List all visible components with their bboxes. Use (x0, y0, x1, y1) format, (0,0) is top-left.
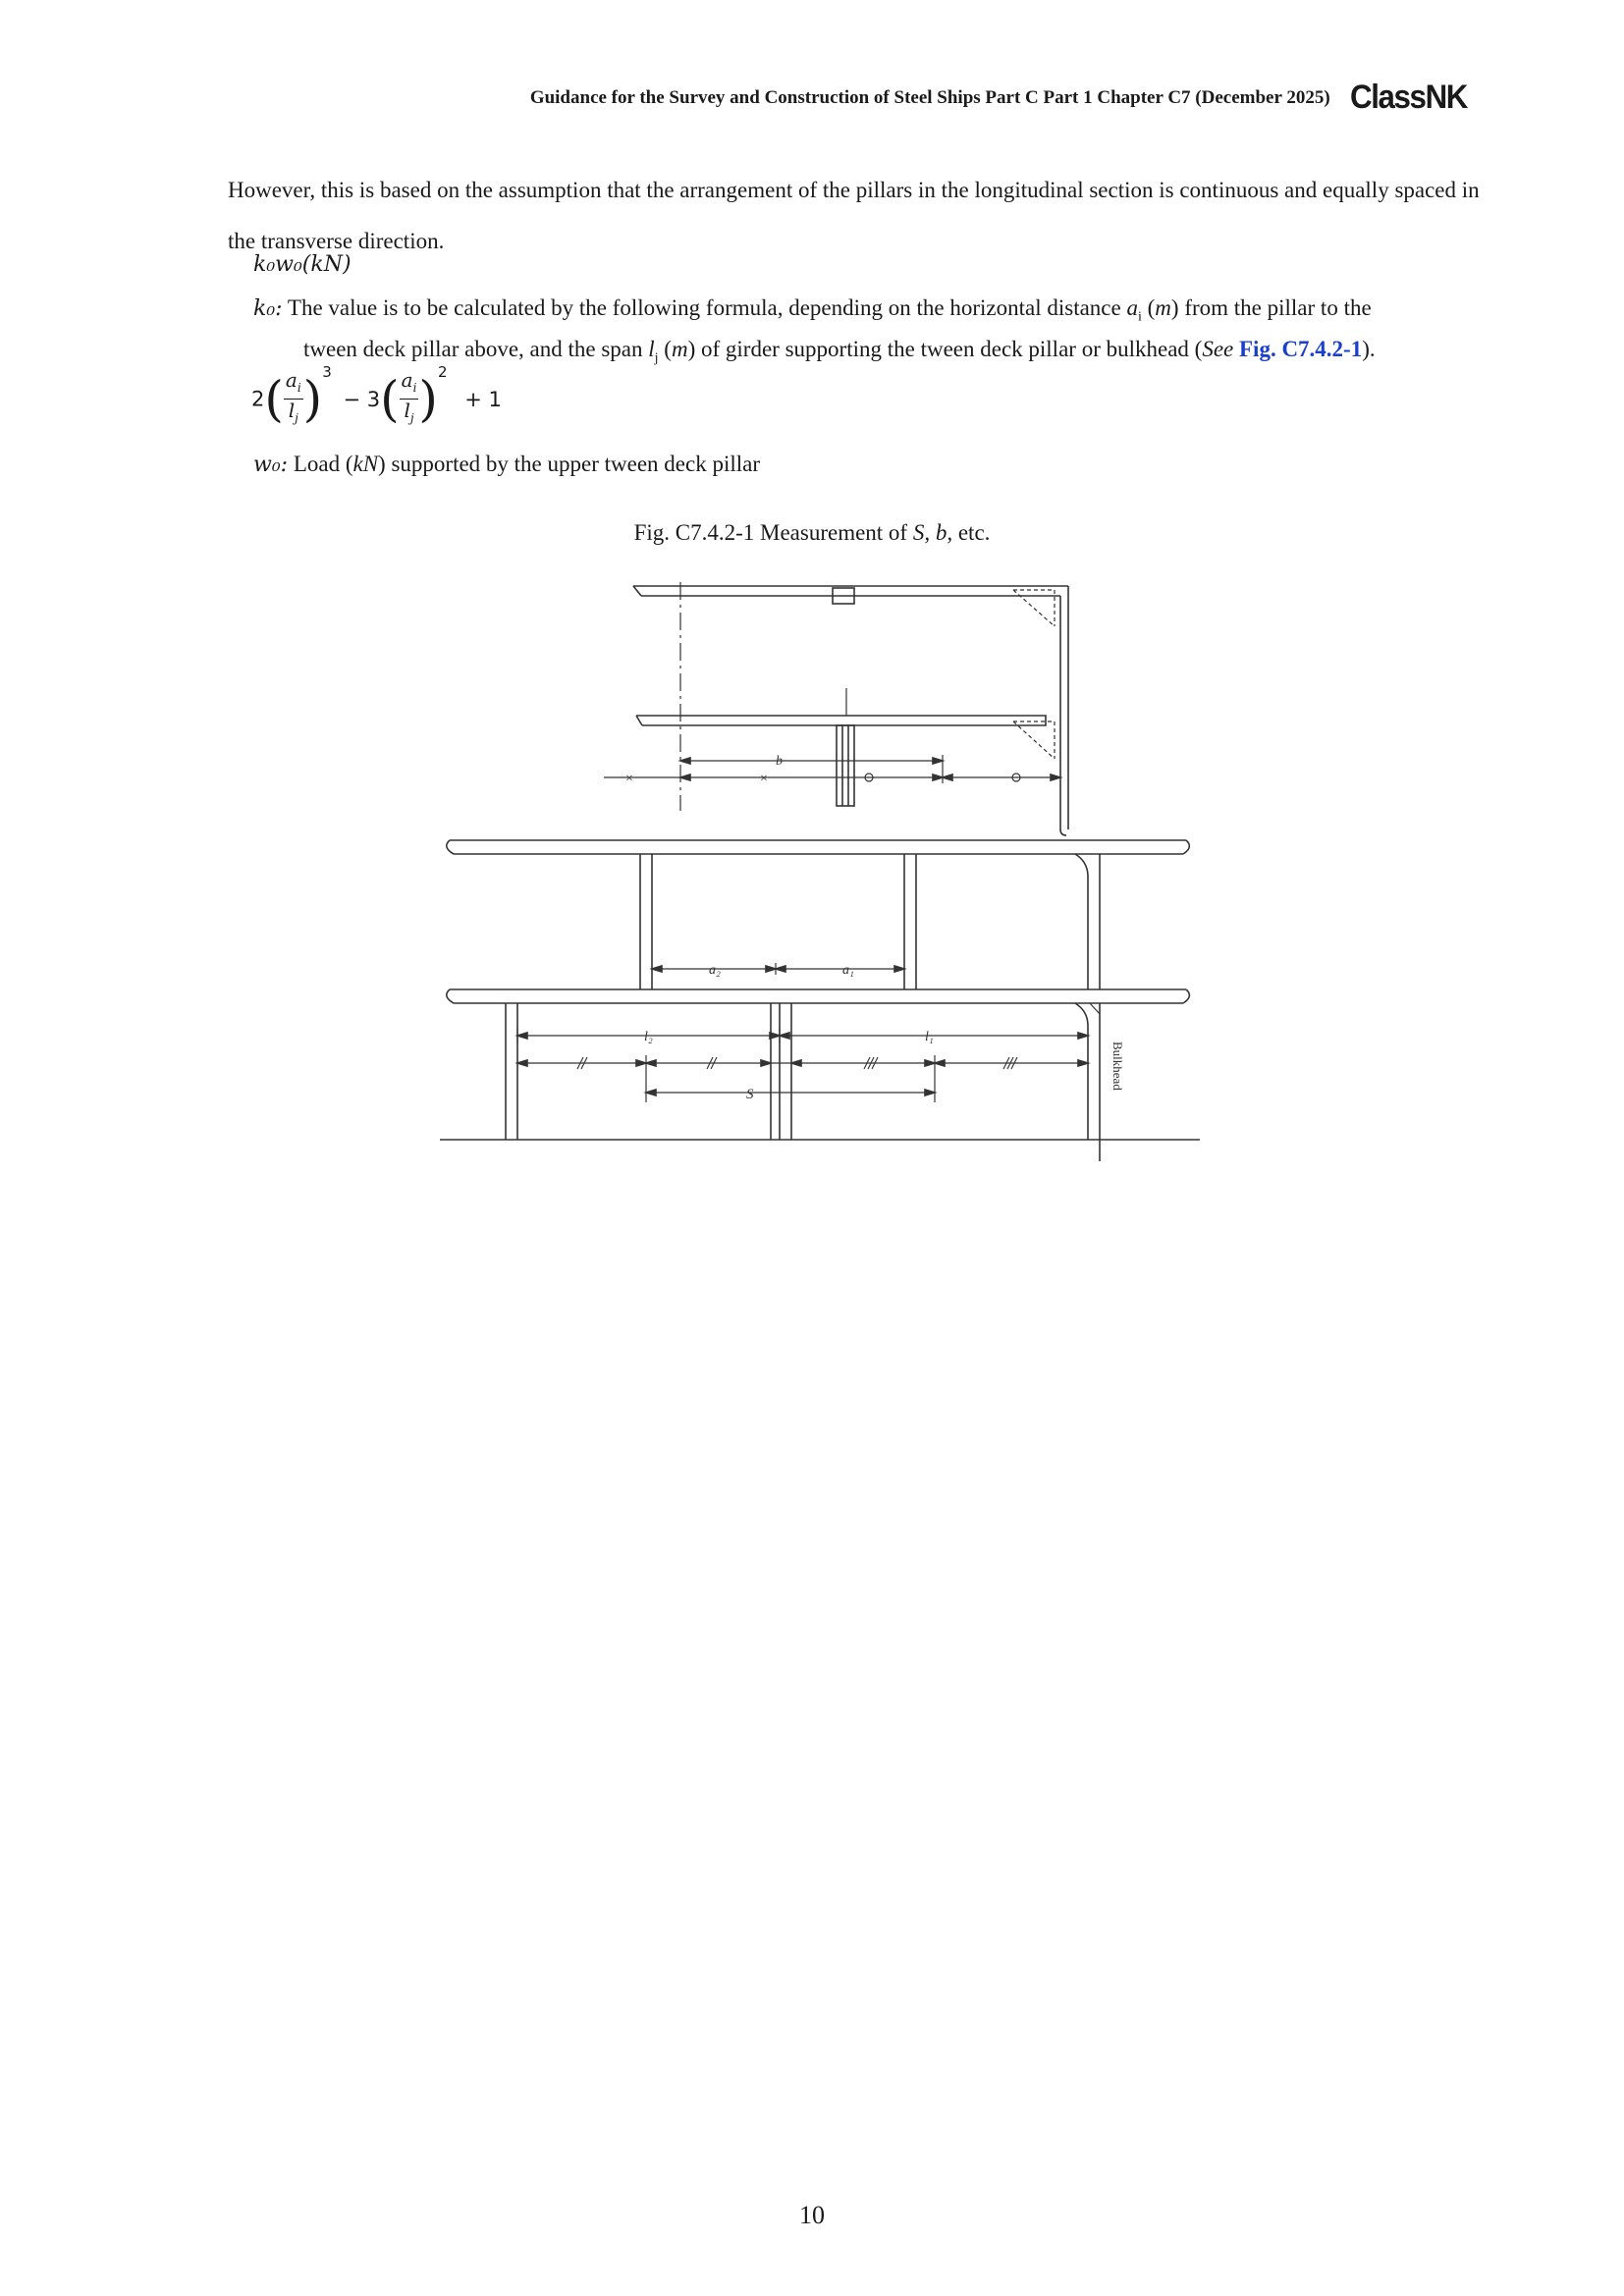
label-l2: l₂ (644, 1030, 653, 1044)
label-s: S (746, 1087, 754, 1102)
label-a1: a₁ (842, 963, 854, 978)
k0-text-b: ( (1141, 295, 1156, 320)
w0-definition (253, 444, 760, 486)
formula-op1: − 3 (343, 387, 381, 411)
formula-k0w0-text: k₀w₀(kN) (253, 252, 352, 277)
label-bulkhead: Bulkhead (1110, 1041, 1125, 1091)
see-text: See (1202, 337, 1234, 361)
upper-plan-view (604, 582, 1068, 835)
figure-caption (0, 520, 1624, 546)
svg-text:×: × (625, 772, 633, 786)
w0-symbol: w₀: (253, 453, 289, 477)
fraction-2: $\frac{a_i}{l_j}$ (401, 368, 417, 425)
svg-text:×: × (760, 772, 768, 786)
elevation-view (440, 840, 1200, 1161)
var-l-sub: j (654, 350, 659, 366)
var-a: a (1126, 295, 1138, 320)
k0-text-f: ) of girder supporting the tween deck pillar or bulkhead ( (687, 337, 1203, 361)
k0-text-g: ). (1362, 337, 1376, 361)
k0-text-d: tween deck pillar above, and the span (303, 337, 649, 361)
unit-m2: m (671, 337, 688, 361)
pillar-arrangement-diagram (432, 572, 1208, 1161)
var-l: l (648, 337, 655, 361)
classnk-logo: ClassNK (1349, 79, 1467, 116)
w0-text-b: ) supported by the upper tween deck pillar (378, 452, 761, 476)
fraction-1: $\frac{a_i}{l_j}$ (285, 368, 301, 425)
unit-kn: kN (352, 452, 379, 476)
label-b: b (776, 754, 783, 769)
k0-text-e: ( (658, 337, 672, 361)
var-a-sub: i (1137, 309, 1142, 325)
unit-m1: m (1155, 295, 1171, 320)
page-number: 10 (799, 2201, 825, 2229)
formula-k0: 2( $\frac{a_i}{l_j}$ )$^3$ − 3( $\frac{a_i}{l_j}$ )$^2$ + 1 (251, 363, 502, 428)
page-header (530, 79, 1477, 117)
fig-link[interactable]: Fig. C7.4.2-1 (1239, 337, 1363, 361)
label-a2: a₂ (709, 963, 721, 978)
header-title: Guidance for the Survey and Construction of Steel Ships Part C Part 1 Chapter C7 (December 2025) (529, 86, 1330, 108)
formula-op2: + 1 (464, 387, 502, 411)
k0-text-a: The value is to be calculated by the following formula, depending on the horizontal distance (287, 295, 1127, 320)
formula-k0w0 (253, 251, 352, 277)
caption-prefix: Fig. C7.4.2-1 Measurement of (633, 520, 913, 545)
formula-coef1: 2 (251, 387, 265, 411)
exp-3: 3 (322, 363, 332, 381)
caption-suffix: etc. (952, 520, 991, 545)
w0-text-a: Load ( (293, 452, 353, 476)
k0-text-c: ) from the pillar to the (1170, 295, 1372, 320)
k0-symbol: k₀: (253, 296, 283, 321)
body-paragraph: However, this is based on the assumption that the arrangement of the pillars in the longitudinal section is continuous and equally spaced in the transverse direction. (228, 178, 1480, 253)
label-l1: l₁ (925, 1030, 934, 1044)
caption-vars: S, b, (912, 520, 953, 545)
exp-2: 2 (437, 363, 448, 381)
